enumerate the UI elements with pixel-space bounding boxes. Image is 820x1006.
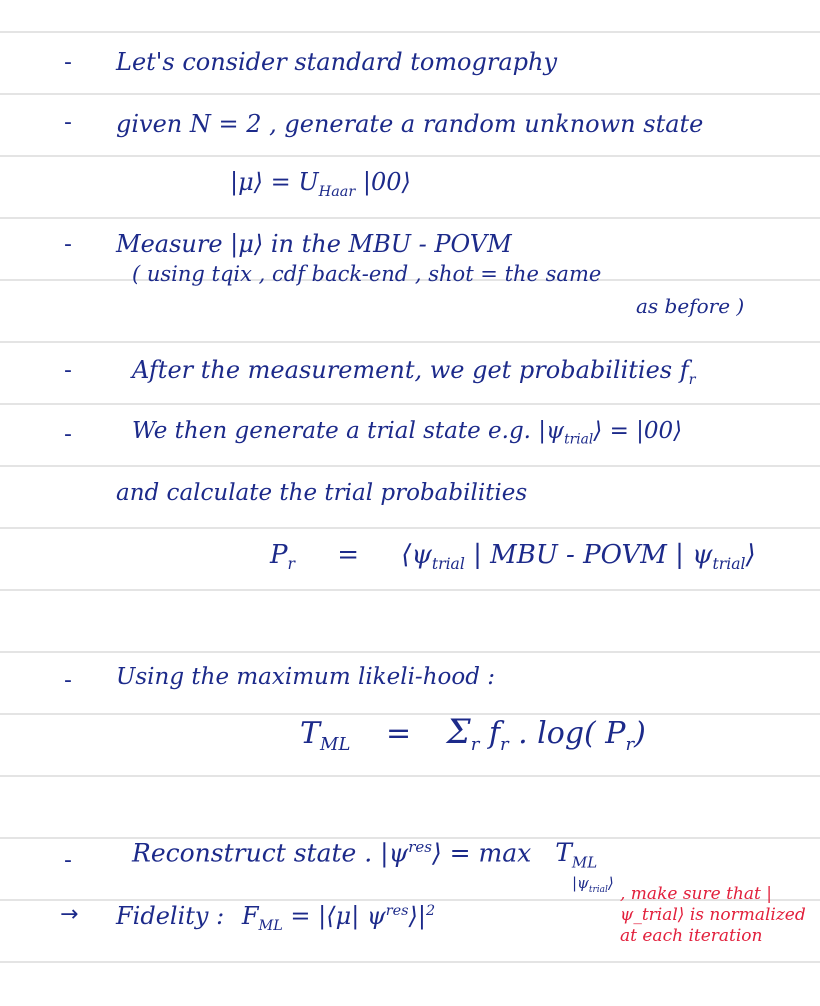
res-superscript: res (408, 838, 432, 856)
max-sub-close: ⟩ (607, 874, 614, 892)
tml-symbol: T (555, 838, 572, 868)
bullet-2: - (64, 110, 72, 135)
f-symbol: f (488, 716, 500, 751)
max-subscript (572, 874, 614, 895)
unknown-state-expr: |μ⟩ = U (230, 168, 319, 196)
log-close: ) (634, 716, 646, 751)
trial-state-value: ⟩ = |00⟩ (593, 418, 683, 444)
trial-state-text: We then generate a trial state e.g. |ψ (132, 418, 565, 444)
zero-state: |00⟩ (362, 168, 411, 196)
note-line-5: ( using tqix , cdf back-end , shot = the same (132, 262, 602, 286)
note-line-1: Let's consider standard tomography (116, 48, 558, 76)
note-line-5b: as before ) (636, 294, 745, 318)
bullet-5: - (64, 422, 72, 447)
p-subscript: r (287, 555, 295, 574)
log-text: . log( P (518, 716, 626, 751)
note-line-8: and calculate the trial probabilities (116, 480, 528, 506)
povm-operator: | MBU - POVM | ψ (473, 540, 713, 570)
note-line-2: given N = 2 , generate a random unknown state (116, 110, 704, 138)
bullet-4: - (64, 358, 72, 383)
note-line-3 (230, 168, 411, 200)
p-symbol: P (270, 540, 288, 570)
ket-close: ⟩ (745, 540, 756, 570)
bullet-1: - (64, 50, 72, 75)
t-subscript: ML (320, 734, 351, 755)
trial-subscript: trial (564, 431, 594, 448)
r-subscript: r (688, 371, 696, 388)
equals-sign: = (337, 540, 360, 570)
fidelity-power: 2 (425, 903, 436, 919)
ket-trial-subscript: trial (712, 555, 746, 574)
fidelity-label: Fidelity : (116, 902, 225, 930)
fidelity-close: ⟩| (408, 902, 426, 930)
max-sub-trial: trial (588, 885, 608, 895)
likelihood-formula (300, 712, 646, 755)
sum-subscript: r (470, 734, 480, 755)
reconstruct-text: Reconstruct state . |ψ (132, 838, 409, 868)
bullet-6: - (64, 668, 72, 693)
log-p-subscript: r (625, 734, 635, 755)
note-line-7 (132, 418, 682, 448)
bullet-7: - (64, 848, 72, 873)
max-text: ⟩ = max (431, 838, 532, 868)
max-sub-ket: |ψ (572, 874, 589, 892)
tml-subscript: ML (571, 853, 598, 872)
bullet-3: - (64, 232, 72, 257)
sum-symbol: Σ (446, 712, 471, 752)
haar-subscript: Haar (318, 183, 356, 200)
f-ml-symbol: F (241, 902, 259, 930)
fidelity-res-superscript: res (385, 903, 409, 919)
fidelity-formula (116, 902, 435, 934)
f-ml-subscript: ML (258, 917, 283, 934)
note-line-6 (132, 356, 696, 388)
t-symbol: T (300, 716, 321, 751)
bra-trial: ⟨ψ (401, 540, 432, 570)
reconstruct-formula (132, 838, 597, 871)
equals-sign-2: = (385, 716, 412, 751)
bra-trial-subscript: trial (431, 555, 465, 574)
bullet-arrow: → (60, 902, 79, 927)
trial-prob-formula (270, 540, 756, 573)
note-line-4: Measure |μ⟩ in the MBU - POVM (116, 230, 512, 258)
fidelity-expr: = |⟨μ| ψ (290, 902, 386, 930)
note-line-10: Using the maximum likeli-hood : (116, 664, 495, 690)
normalization-note: , make sure that |ψ_trial⟩ is normalized at each iteration (620, 884, 806, 946)
f-subscript: r (499, 734, 509, 755)
probabilities-text: After the measurement, we get probabilities f (132, 356, 689, 384)
